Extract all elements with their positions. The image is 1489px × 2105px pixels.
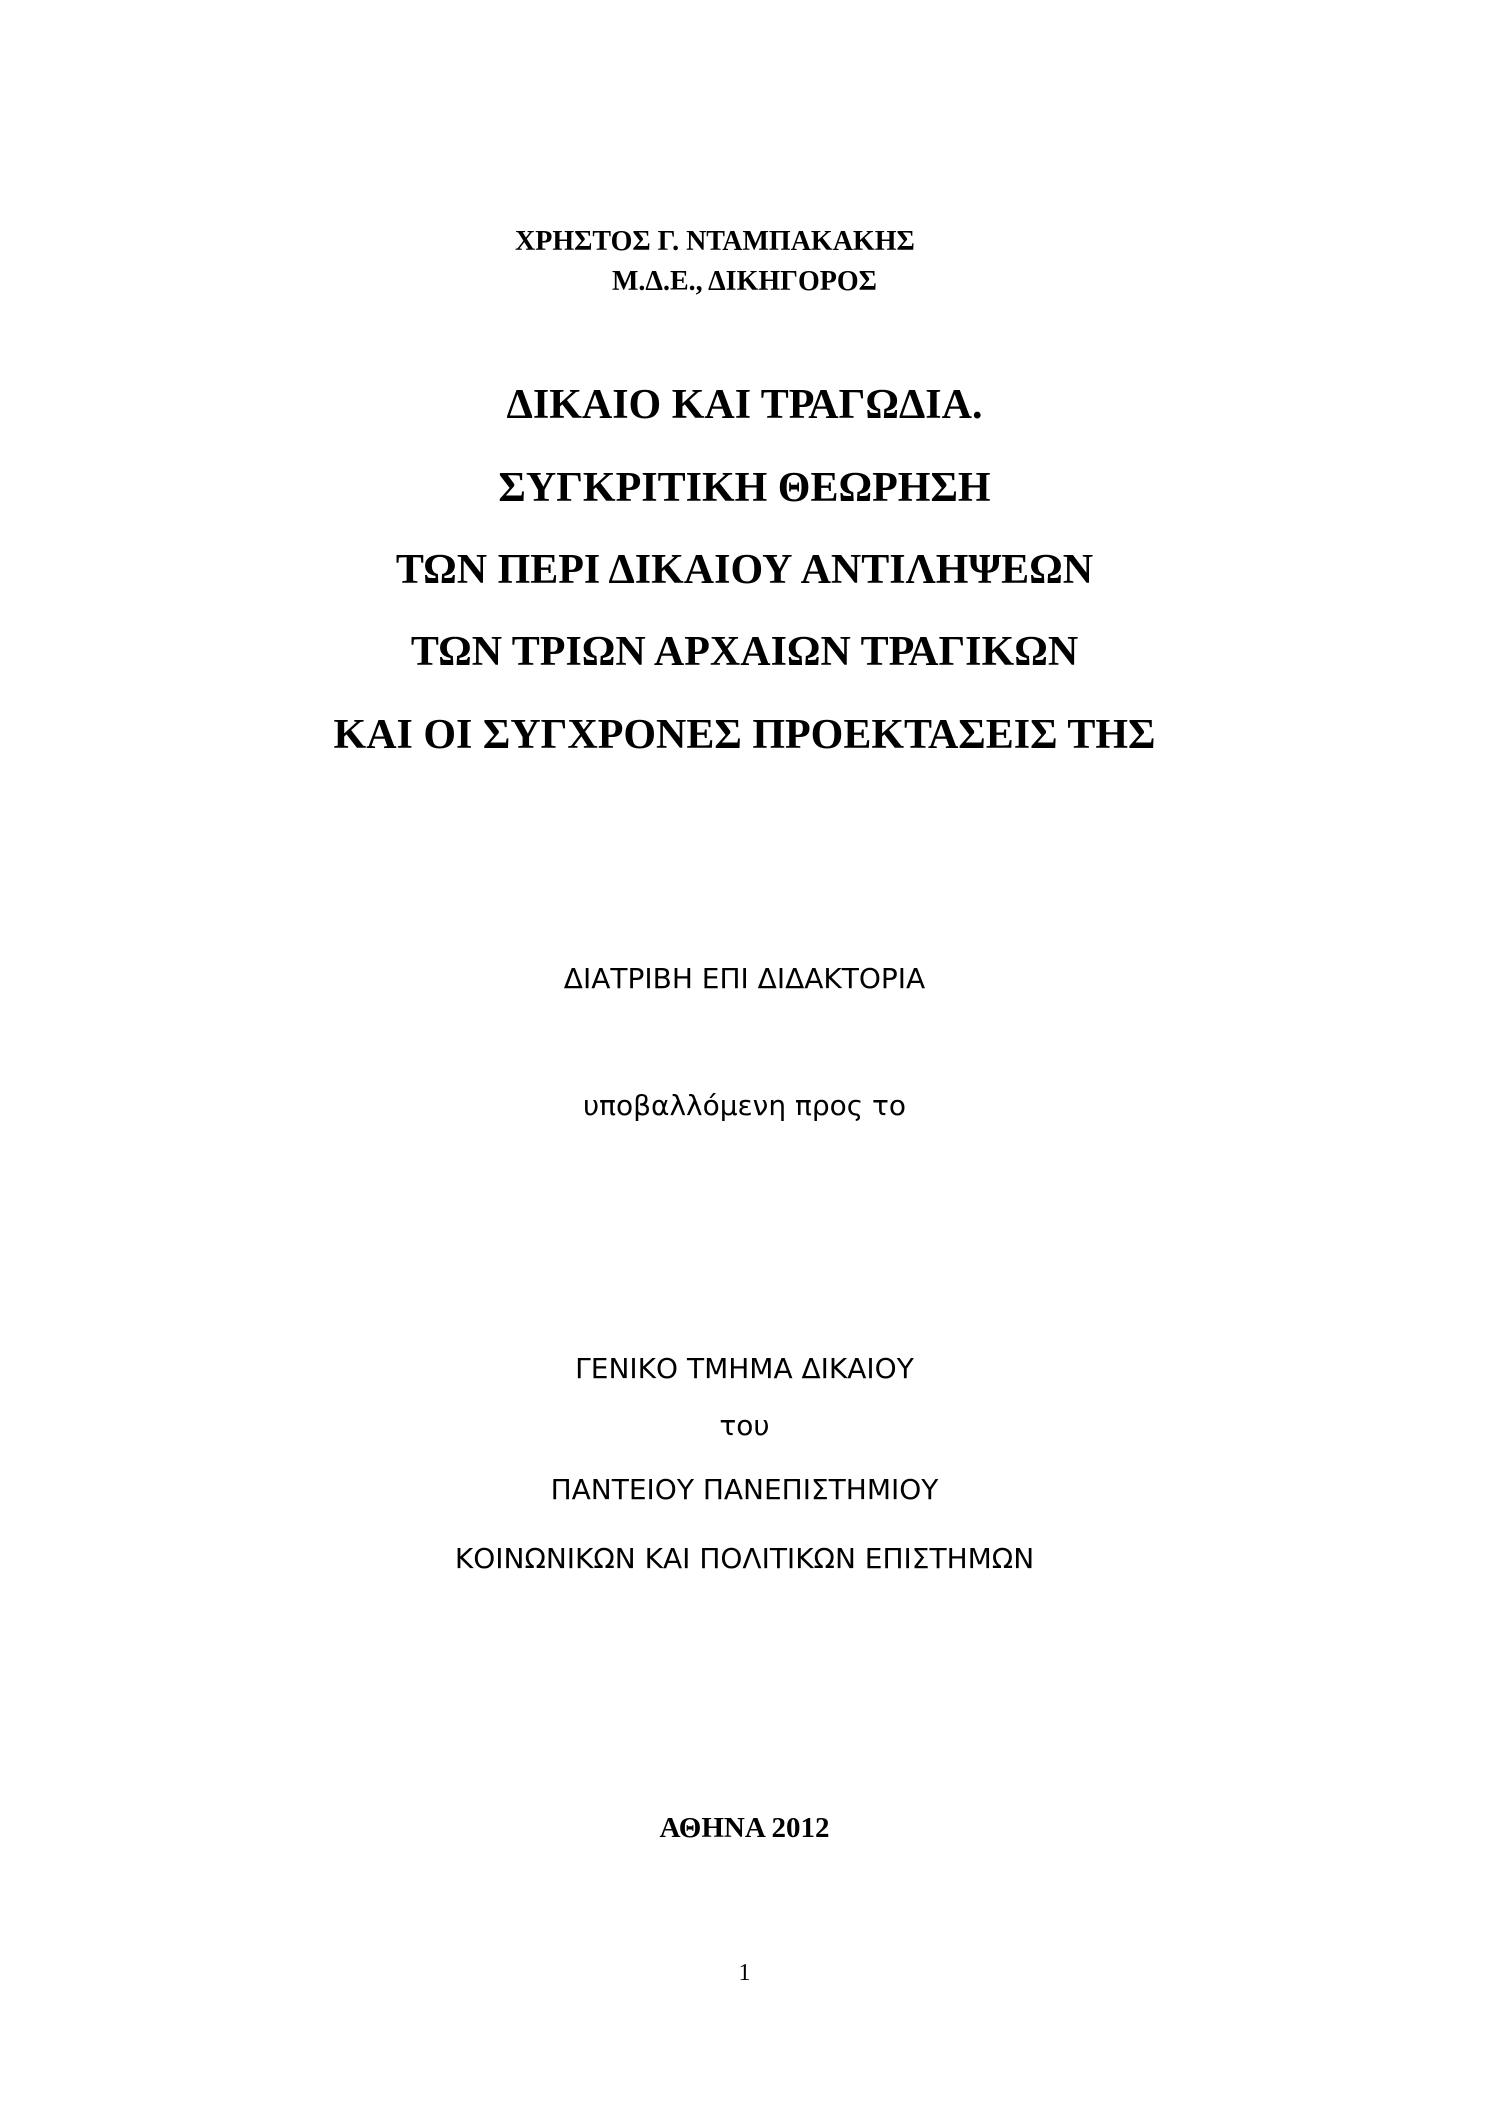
institution-line-1: ΓΕΝΙΚΟ ΤΜΗΜΑ ΔΙΚΑΙΟΥ	[575, 1352, 914, 1385]
place-year: ΑΘΗΝΑ 2012	[659, 1812, 830, 1844]
title-line-1: ΔΙΚΑΙΟ ΚΑΙ ΤΡΑΓΩΔΙΑ.	[506, 382, 983, 428]
thesis-type: ΔΙΑΤΡΙΒΗ ΕΠΙ ΔΙΔΑΚΤΟΡΙΑ	[563, 962, 926, 995]
author-name: ΧΡΗΣΤΟΣ Γ. ΝΤΑΜΠΑΚΑΚΗΣ	[515, 226, 915, 257]
title-line-3: ΤΩΝ ΠΕΡΙ ΔΙΚΑΙΟΥ ΑΝΤΙΛΗΨΕΩΝ	[395, 547, 1094, 593]
page-number: 1	[738, 1960, 751, 1986]
institution-line-2: του	[719, 1409, 770, 1442]
title-line-5: ΚΑΙ ΟΙ ΣΥΓΧΡΟΝΕΣ ΠΡΟΕΚΤΑΣΕΙΣ ΤΗΣ	[333, 712, 1156, 758]
author-role: Μ.Δ.Ε., ΔΙΚΗΓΟΡΟΣ	[612, 266, 877, 297]
title-line-2: ΣΥΓΚΡΙΤΙΚΗ ΘΕΩΡΗΣΗ	[498, 465, 991, 511]
institution-line-3: ΠΑΝΤΕΙΟΥ ΠΑΝΕΠΙΣΤΗΜΙΟΥ	[550, 1473, 939, 1506]
title-line-4: ΤΩΝ ΤΡΙΩΝ ΑΡΧΑΙΩΝ ΤΡΑΓΙΚΩΝ	[410, 629, 1079, 675]
submitted-to: υποβαλλόμενη προς το	[582, 1089, 907, 1122]
institution-line-4: ΚΟΙΝΩΝΙΚΩΝ ΚΑΙ ΠΟΛΙΤΙΚΩΝ ΕΠΙΣΤΗΜΩΝ	[454, 1542, 1035, 1575]
